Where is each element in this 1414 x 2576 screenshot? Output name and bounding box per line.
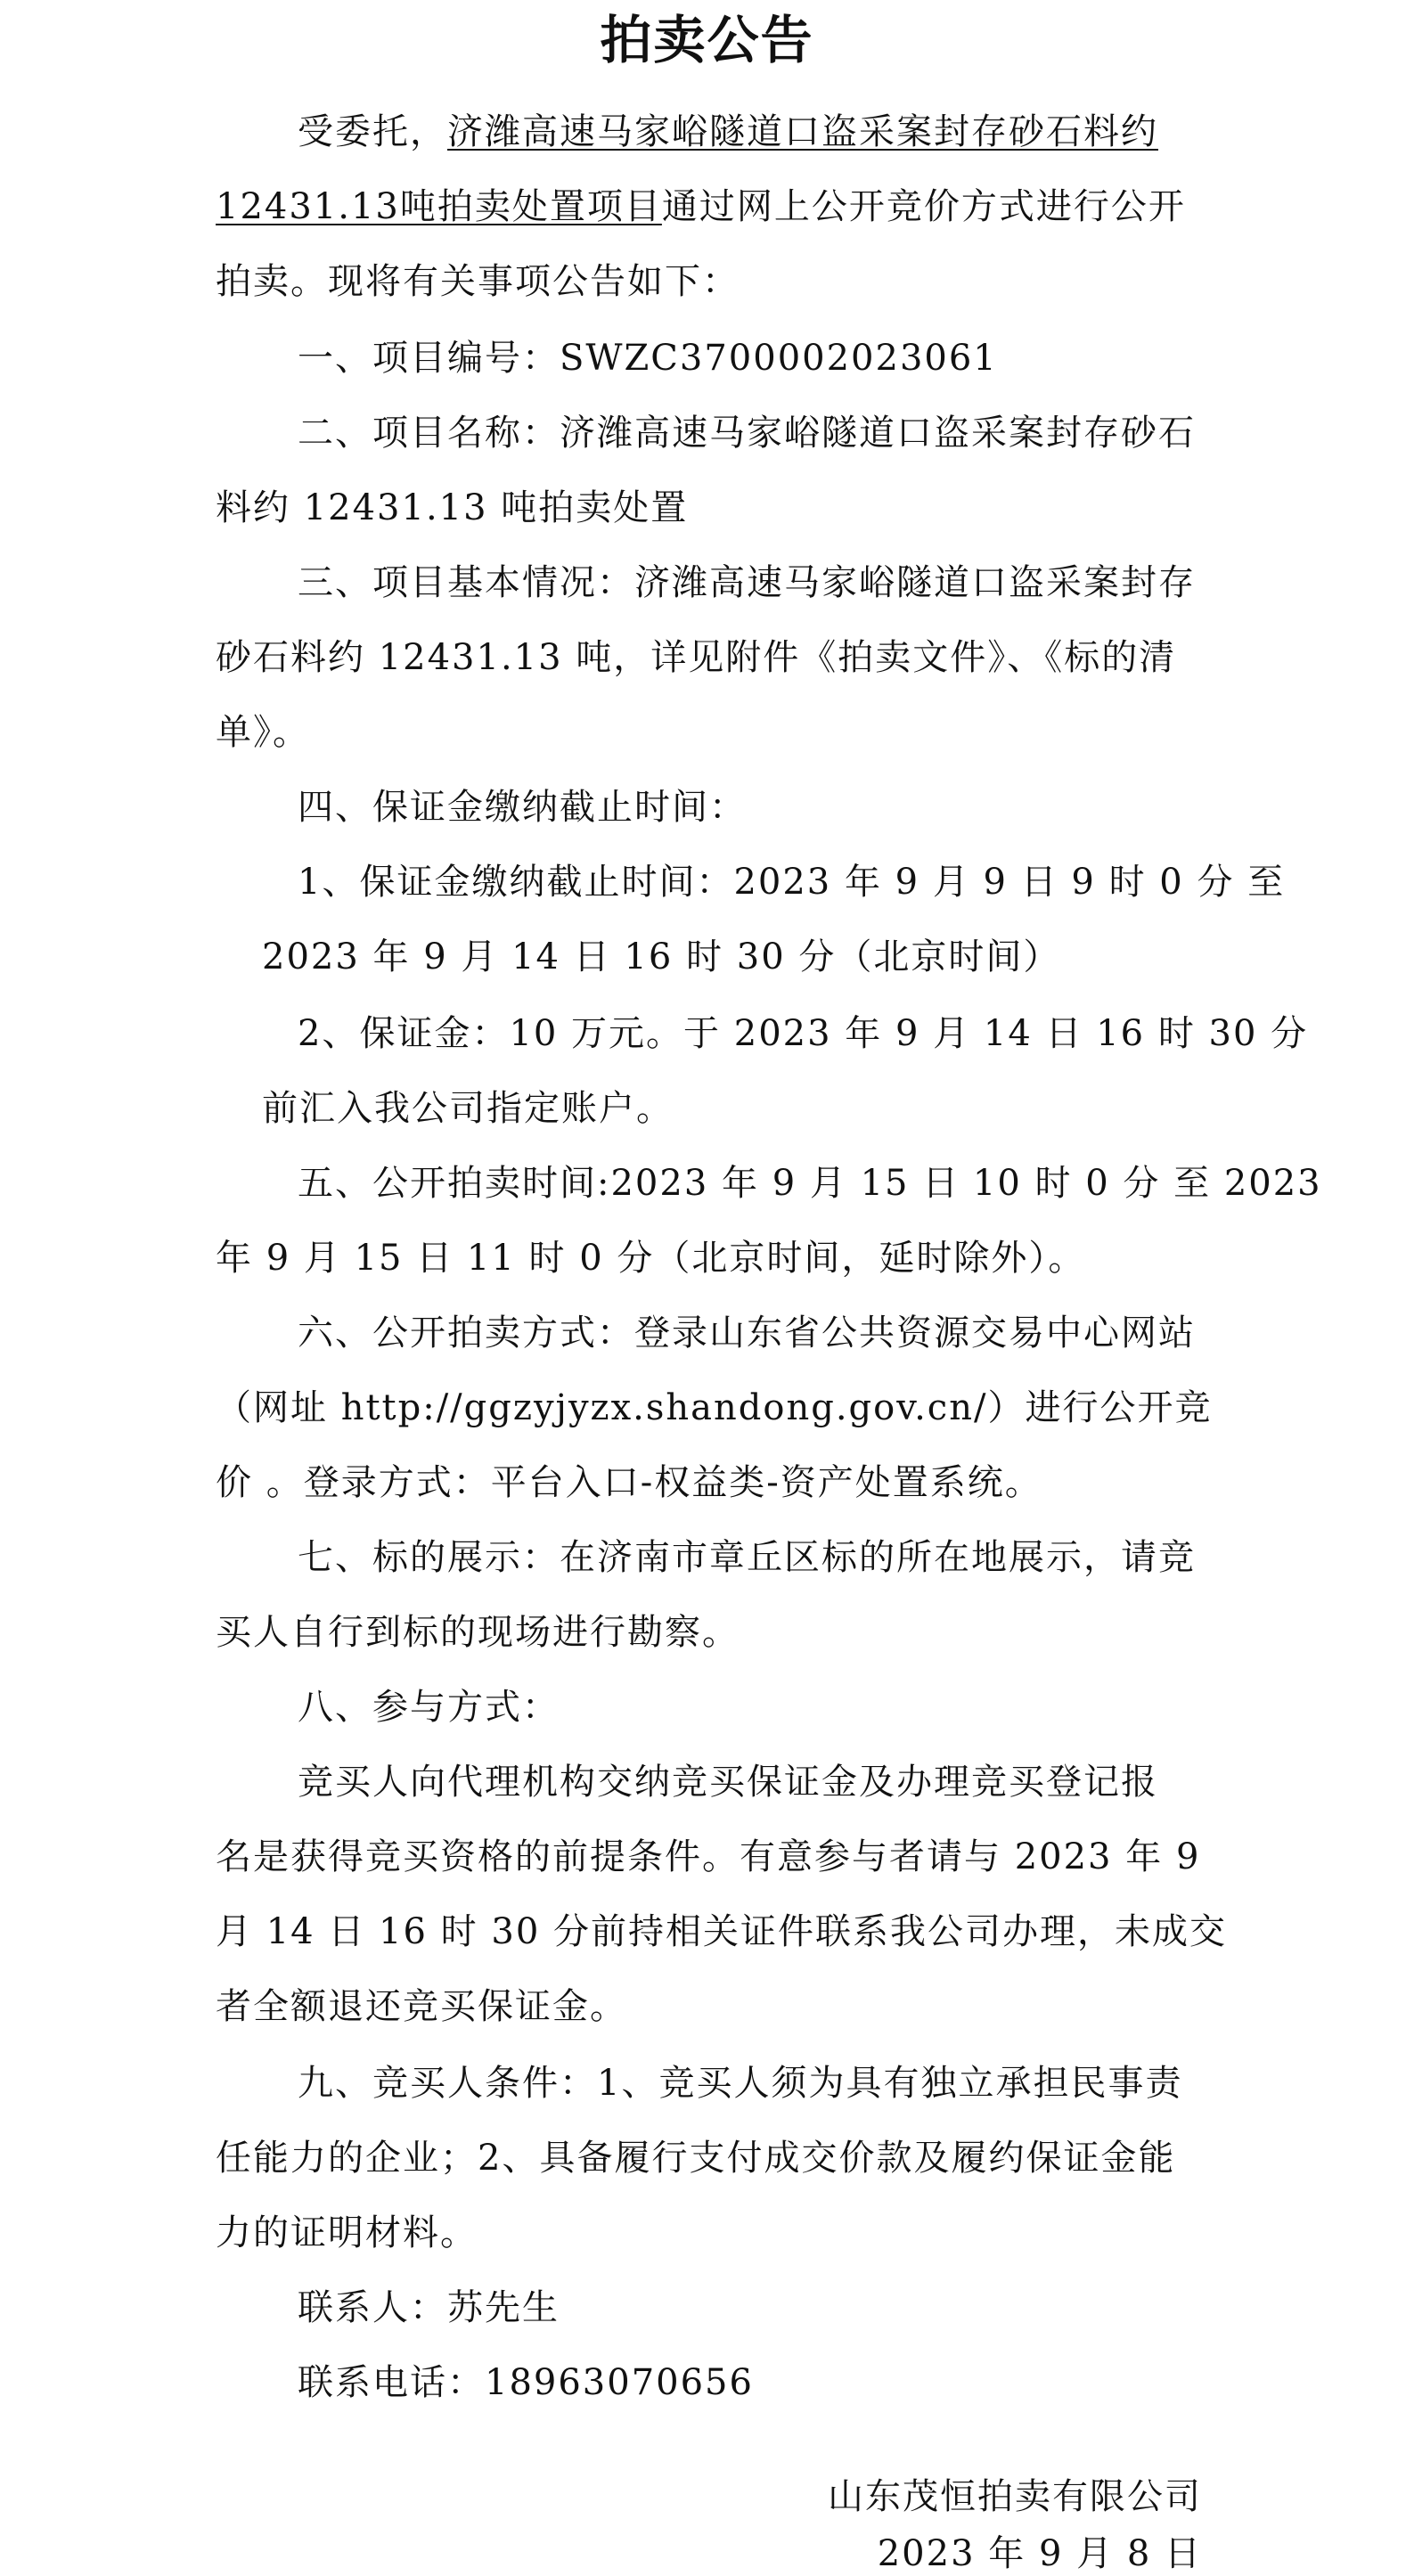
intro-line-2 [216, 185, 1186, 228]
section-auction-method-line-3: 价 。登录方式：平台入口-权益类-资产处置系统。 [216, 1462, 1042, 1503]
section-basic-info-line-2: 砂石料约 12431.13 吨，详见附件《拍卖文件》、《标的清 [216, 637, 1177, 678]
contact-phone: 联系电话：18963070656 [298, 2362, 754, 2403]
section-bidder-conditions-line-1: 九、竞买人条件：1、竞买人须为具有独立承担民事责 [298, 2063, 1183, 2104]
section-auction-time-line-1: 五、公开拍卖时间:2023 年 9 月 15 日 10 时 0 分 至 2023 [298, 1163, 1322, 1204]
deposit-deadline-line-1: 1、保证金缴纳截止时间：2023 年 9 月 9 日 9 时 0 分 至 [298, 862, 1286, 903]
deposit-amount-line-2: 前汇入我公司指定账户。 [262, 1088, 674, 1129]
intro-project-name-cont: 12431.13吨拍卖处置项目 [216, 186, 662, 227]
section-participation-heading: 八、参与方式： [298, 1687, 560, 1728]
section-project-name-line-1: 二、项目名称：济潍高速马家峪隧道口盗采案封存砂石 [298, 413, 1196, 454]
contact-person: 联系人：苏先生 [298, 2287, 560, 2328]
participation-line-1: 竞买人向代理机构交纳竞买保证金及办理竞买登记报 [298, 1762, 1158, 1803]
deposit-amount-line-1: 2、保证金：10 万元。于 2023 年 9 月 14 日 16 时 30 分 [298, 1013, 1309, 1054]
section-auction-method-line-1: 六、公开拍卖方式：登录山东省公共资源交易中心网站 [298, 1313, 1196, 1353]
section-auction-time-line-2: 年 9 月 15 日 11 时 0 分（北京时间，延时除外）。 [216, 1238, 1086, 1279]
participation-line-4: 者全额退还竞买保证金。 [216, 1986, 627, 2027]
section-project-number: 一、项目编号：SWZC3700002023061 [298, 338, 998, 379]
section-basic-info-line-1: 三、项目基本情况：济潍高速马家峪隧道口盗采案封存 [298, 562, 1196, 603]
section-bidder-conditions-line-2: 任能力的企业；2、具备履行支付成交价款及履约保证金能 [216, 2138, 1176, 2179]
participation-line-2: 名是获得竞买资格的前提条件。有意参与者请与 2023 年 9 [216, 1836, 1201, 1877]
participation-line-3: 月 14 日 16 时 30 分前持相关证件联系我公司办理，未成交 [216, 1911, 1227, 1952]
intro-line-1 [298, 110, 1158, 153]
intro-suffix: 通过网上公开竞价方式进行公开 [661, 186, 1186, 227]
intro-prefix: 受委托， [298, 111, 447, 152]
deposit-deadline-line-2: 2023 年 9 月 14 日 16 时 30 分（北京时间） [262, 936, 1061, 977]
signature-company: 山东茂恒拍卖有限公司 [828, 2476, 1202, 2517]
section-display-line-1: 七、标的展示：在济南市章丘区标的所在地展示，请竞 [298, 1537, 1196, 1578]
section-deposit-heading: 四、保证金缴纳截止时间： [298, 787, 747, 828]
section-auction-method-line-2: （网址 http://ggzyjyzx.shandong.gov.cn/）进行公开竞 [216, 1387, 1213, 1428]
signature-date: 2023 年 9 月 8 日 [877, 2533, 1202, 2574]
intro-project-name: 济潍高速马家峪隧道口盗采案封存砂石料约 [447, 111, 1158, 152]
section-display-line-2: 买人自行到标的现场进行勘察。 [216, 1612, 740, 1653]
section-bidder-conditions-line-3: 力的证明材料。 [216, 2212, 478, 2253]
section-project-name-line-2: 料约 12431.13 吨拍卖处置 [216, 487, 689, 528]
intro-line-3: 拍卖。现将有关事项公告如下： [216, 261, 740, 302]
page-title: 拍卖公告 [600, 10, 814, 70]
section-basic-info-line-3: 单》。 [216, 712, 310, 753]
